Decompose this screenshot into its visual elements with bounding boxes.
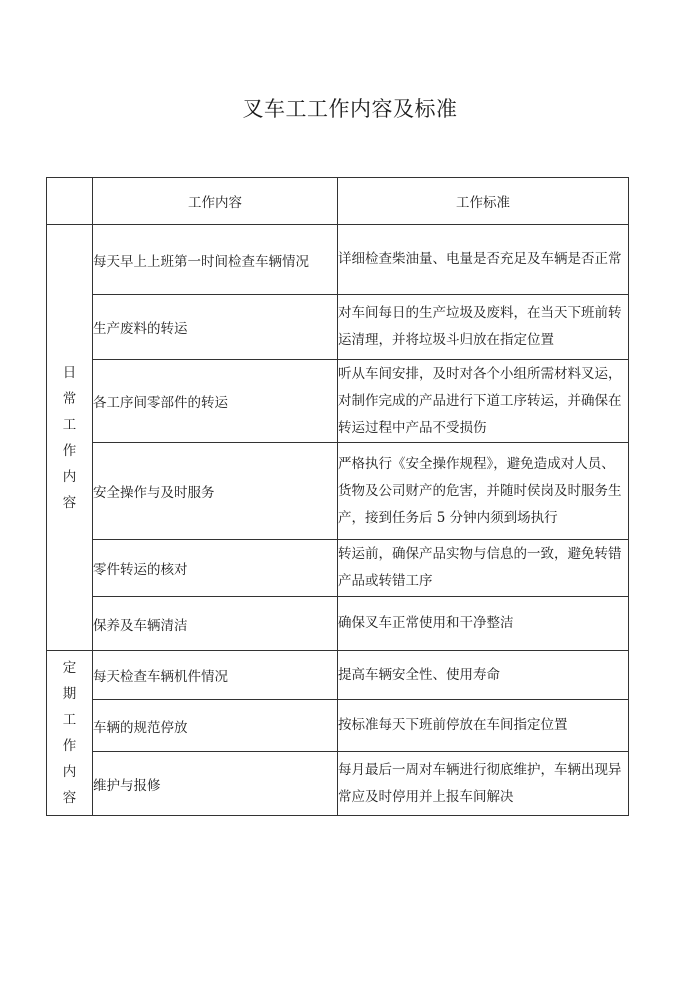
header-work-standard: 工作标准 [338, 178, 629, 225]
work-standard-cell: 详细检查柴油量、电量是否充足及车辆是否正常 [338, 225, 629, 295]
header-work-content: 工作内容 [93, 178, 338, 225]
category-daily-cell [47, 225, 93, 651]
category-char: 容 [62, 790, 77, 806]
table-row [47, 700, 629, 752]
work-standard-cell: 每月最后一周对车辆进行彻底维护，车辆出现异常应及时停用并上报车间解决 [338, 752, 629, 816]
work-standard-cell: 提高车辆安全性、使用寿命 [338, 651, 629, 700]
category-char: 定 [62, 660, 77, 676]
work-standard-cell: 按标准每天下班前停放在车间指定位置 [338, 700, 629, 752]
work-content-cell: 零件转运的核对 [93, 540, 338, 597]
work-standard-cell: 转运前，确保产品实物与信息的一致，避免转错产品或转错工序 [338, 540, 629, 597]
category-char: 内 [62, 468, 77, 485]
table-row [47, 540, 629, 597]
table-row [47, 597, 629, 651]
category-char: 工 [62, 712, 77, 728]
table-row [47, 295, 629, 360]
header-blank-cell [47, 178, 93, 225]
category-char: 内 [62, 764, 77, 780]
category-char: 常 [62, 390, 77, 407]
work-content-cell: 安全操作与及时服务 [93, 443, 338, 540]
work-content-cell: 保养及车辆清洁 [93, 597, 338, 651]
table-row [47, 651, 629, 700]
table-row [47, 752, 629, 816]
page-title: 叉车工工作内容及标准 [242, 97, 458, 121]
work-content-cell: 维护与报修 [93, 752, 338, 816]
work-standards-table [46, 177, 629, 816]
work-content-cell: 每天早上上班第一时间检查车辆情况 [93, 225, 338, 295]
category-char: 工 [62, 416, 77, 433]
table-row [47, 225, 629, 295]
work-standard-cell: 确保叉车正常使用和干净整洁 [338, 597, 629, 651]
work-content-cell: 生产废料的转运 [93, 295, 338, 360]
table-row [47, 360, 629, 443]
category-char: 日 [62, 364, 77, 381]
work-content-cell: 每天检查车辆机件情况 [93, 651, 338, 700]
table-row [47, 443, 629, 540]
work-standard-cell: 严格执行《安全操作规程》，避免造成对人员、货物及公司财产的危害，并随时侯岗及时服务生产，接到任务后 5 分钟内须到场执行 [338, 443, 629, 540]
work-standard-cell: 对车间每日的生产垃圾及废料，在当天下班前转运清理，并将垃圾斗归放在指定位置 [338, 295, 629, 360]
table-header-row [47, 178, 629, 225]
category-char: 期 [62, 686, 77, 702]
work-content-cell: 各工序间零部件的转运 [93, 360, 338, 443]
category-char: 作 [62, 442, 77, 459]
category-char: 作 [62, 738, 77, 754]
work-content-cell: 车辆的规范停放 [93, 700, 338, 752]
category-char: 容 [62, 494, 77, 511]
category-periodic-cell [47, 651, 93, 816]
work-standard-cell: 听从车间安排，及时对各个小组所需材料叉运，对制作完成的产品进行下道工序转运，并确保在转运过程中产品不受损伤 [338, 360, 629, 443]
